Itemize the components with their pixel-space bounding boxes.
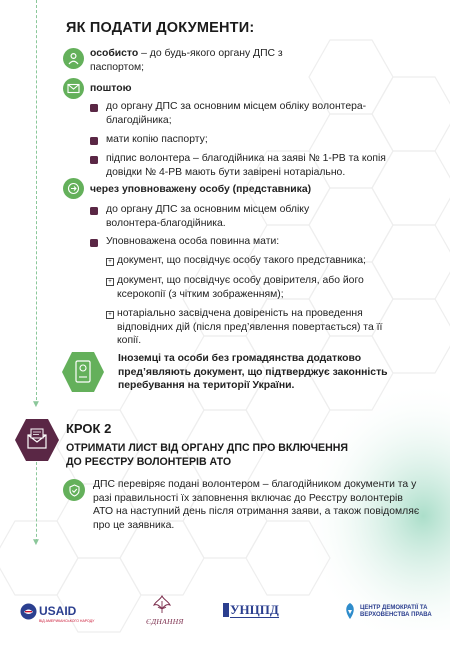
bullet-marker [90, 156, 98, 164]
plus-box-icon: + [106, 258, 114, 266]
plus-box-icon: + [106, 278, 114, 286]
bullet-marker [90, 104, 98, 112]
usaid-logo-text: USAID [39, 604, 77, 618]
bullet-marker [90, 207, 98, 215]
timeline-arrow-down-icon: ▼ [31, 399, 41, 410]
step-2-title: КРОК 2 [66, 421, 112, 436]
plus-box-icon: + [106, 311, 114, 319]
mail-item-1: до органу ДПС за основним місцем обліку волонтера-благодійника; [106, 101, 367, 126]
letter-hexagon-icon [14, 418, 60, 462]
ednannya-emblem-icon [150, 595, 174, 615]
envelope-icon [63, 78, 84, 99]
person-icon [63, 48, 84, 69]
timeline-line-top [36, 0, 37, 405]
method-personal [90, 47, 320, 74]
method-mail-label: поштою [90, 83, 132, 94]
passport-hexagon-icon [61, 350, 105, 394]
usaid-subtitle: ВІД АМЕРИКАНСЬКОГО НАРОДУ [39, 619, 95, 623]
method-personal-text: – до будь-якого органу ДПС з паспортом; [90, 48, 283, 73]
rep-subitem-3: нотаріально засвідчена довіреність на проведення відповідних дій (після пред’явлення повертається) та її копії. [117, 308, 383, 346]
page-title: ЯК ПОДАТИ ДОКУМЕНТИ: [66, 20, 255, 36]
method-representative-label: через уповноважену особу (представника) [90, 184, 312, 195]
usaid-seal-icon [20, 603, 37, 620]
step-2-note: ДПС перевіряє подані волонтером – благодійником документи та у разі правильності їх заповнення включає до Реєстру волонтерів АТО на наступний день після отримання заяви, а також повідомляє про це заявника. [93, 479, 420, 531]
mail-item-3: підпис волонтера – благодійника на заяві № 1-РВ та копія довідки № 4-РВ мають бути завірені нотаріально. [106, 153, 386, 178]
step-2-subtitle: ОТРИМАТИ ЛИСТ ВІД ОРГАНУ ДПС ПРО ВКЛЮЧЕННЯ ДО РЕЄСТРУ ВОЛОНТЕРІВ АТО [66, 442, 349, 468]
rep-subitem-2: документ, що посвідчує особу довірителя, або його ксерокопії (з чітким зображенням); [117, 275, 364, 300]
rep-item-2: Уповноважена особа повинна мати: [106, 236, 280, 247]
arrow-right-icon [63, 178, 84, 199]
center-democracy-logo-icon [343, 602, 357, 620]
shield-check-icon [63, 479, 85, 501]
ucipd-logo-mark [223, 603, 229, 617]
bullet-marker [90, 239, 98, 247]
ednannya-logo-text: ЄДНАННЯ [146, 617, 184, 626]
timeline-line-bottom [36, 462, 37, 542]
ucipd-logo-text: УНЦПД [230, 602, 279, 617]
method-personal-label: особисто [90, 48, 139, 59]
rep-item-1: до органу ДПС за основним місцем обліку волонтера-благодійника. [106, 204, 310, 229]
rep-subitem-1: документ, що посвідчує особу такого представника; [117, 255, 366, 266]
mail-item-2: мати копію паспорту; [106, 134, 208, 145]
center-democracy-logo-text: ЦЕНТР ДЕМОКРАТІЇ ТА ВЕРХОВЕНСТВА ПРАВА [360, 605, 432, 618]
bullet-marker [90, 137, 98, 145]
foreigners-note: Іноземці та особи без громадянства додатково пред’являють документ, що підтверджує законність перебування на території України. [118, 353, 388, 391]
timeline-arrow-down-icon: ▼ [31, 537, 41, 548]
